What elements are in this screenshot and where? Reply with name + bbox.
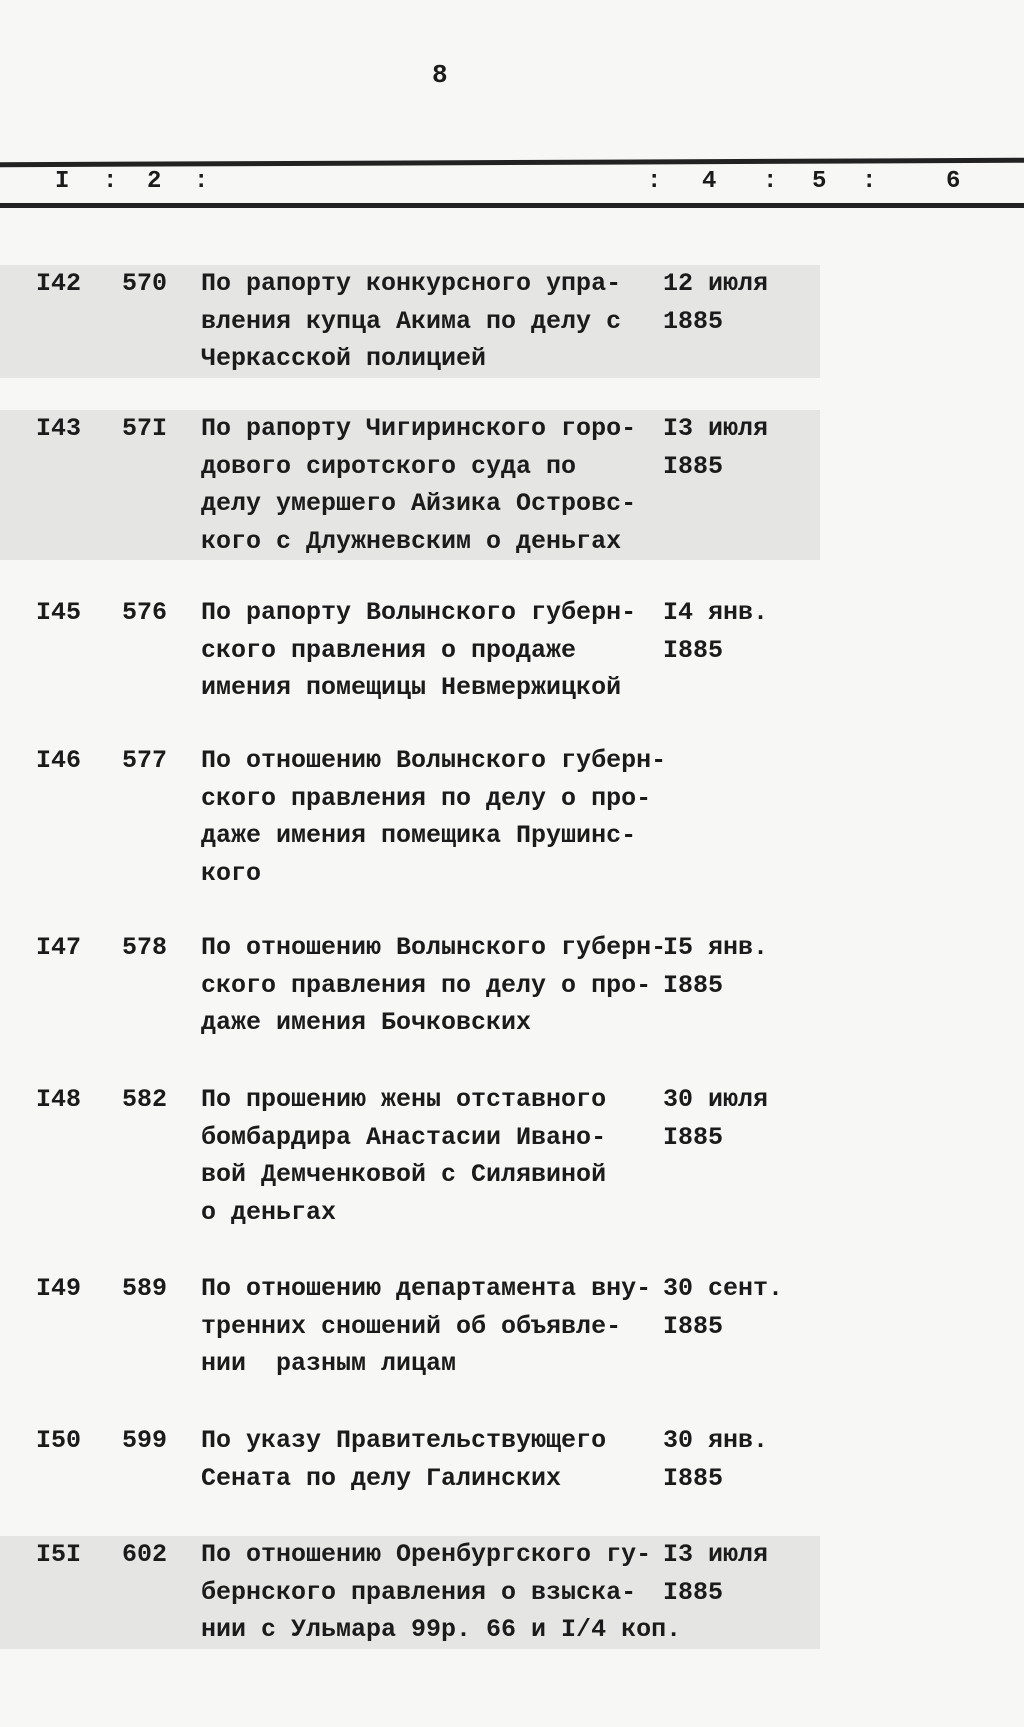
- description-line: бернского правления о взыска-: [201, 1577, 637, 1607]
- date-line: 12 июля: [663, 269, 769, 298]
- header-column-label: 5: [812, 168, 827, 195]
- entry-description: [201, 410, 636, 560]
- description-line: По прошению жены отставного: [201, 1085, 607, 1114]
- description-line: дового сиротского суда по: [201, 451, 577, 481]
- inventory-number: 57I: [122, 414, 168, 443]
- entry-description: [201, 1536, 681, 1649]
- entry-description: [201, 929, 666, 1042]
- header-column-label: I: [55, 168, 70, 195]
- inventory-number: 602: [122, 1540, 168, 1569]
- entry-date: [663, 1422, 768, 1497]
- entry-number: I49: [36, 1274, 82, 1303]
- description-line: нии с Ульмара 99р. 66 и I/4 коп.: [201, 1615, 682, 1644]
- entry-row: [0, 1422, 820, 1497]
- description-line: По рапорту конкурсного упра-: [201, 269, 622, 298]
- inventory-number: 578: [122, 933, 168, 962]
- description-line: По указу Правительствующего: [201, 1426, 607, 1455]
- header-column-label: 2: [147, 168, 162, 195]
- entry-number: I47: [36, 933, 82, 962]
- entry-date: [663, 1536, 768, 1611]
- date-line: I885: [663, 1463, 724, 1493]
- entry-date: [663, 594, 768, 669]
- header-column-label: :: [194, 168, 209, 195]
- date-line: I885: [663, 1122, 724, 1152]
- entry-number: I50: [36, 1426, 82, 1455]
- description-line: вой Демченковой с Силявиной: [201, 1160, 607, 1189]
- table-header-bottom-rule: [0, 203, 1024, 208]
- entry-number: I42: [36, 269, 82, 298]
- entry-date: [663, 265, 768, 340]
- description-line: даже имения Бочковских: [201, 1008, 532, 1037]
- description-line: Сената по делу Галинских: [201, 1463, 562, 1493]
- entry-row: [0, 742, 820, 892]
- description-line: нии разным лицам: [201, 1349, 457, 1378]
- entry-number: I45: [36, 598, 82, 627]
- entry-description: [201, 742, 666, 892]
- inventory-number: 599: [122, 1426, 168, 1455]
- entry-row: [0, 1081, 820, 1231]
- entry-number: I46: [36, 746, 82, 775]
- entry-description: [201, 594, 636, 707]
- inventory-number: 589: [122, 1274, 168, 1303]
- entry-description: [201, 1081, 606, 1231]
- description-line: кого с Длужневским о деньгах: [201, 526, 622, 556]
- entry-row: [0, 1270, 820, 1383]
- inventory-number: 577: [122, 746, 168, 775]
- date-line: I3 июля: [663, 1540, 769, 1569]
- description-line: По рапорту Волынского губерн-: [201, 598, 637, 627]
- inventory-number: 582: [122, 1085, 168, 1114]
- description-line: ского правления о продаже: [201, 635, 577, 665]
- entry-row: [0, 594, 820, 707]
- description-line: вления купца Акима по делу с: [201, 306, 622, 336]
- description-line: По рапорту Чигиринского горо-: [201, 414, 637, 443]
- description-line: ского правления по делу о про-: [201, 970, 652, 1000]
- entry-description: [201, 265, 621, 378]
- entry-description: [201, 1422, 606, 1497]
- date-line: I885: [663, 1577, 724, 1607]
- description-line: Черкасской полицией: [201, 344, 487, 373]
- description-line: тренних сношений об объявле-: [201, 1311, 622, 1341]
- date-line: I885: [663, 635, 724, 665]
- entry-description: [201, 1270, 651, 1383]
- entry-number: I43: [36, 414, 82, 443]
- inventory-number: 576: [122, 598, 168, 627]
- header-column-label: :: [763, 168, 778, 195]
- header-column-label: 4: [702, 168, 717, 195]
- date-line: 1885: [663, 306, 724, 336]
- date-line: 30 сент.: [663, 1274, 784, 1303]
- description-line: По отношению департамента вну-: [201, 1274, 652, 1303]
- date-line: I885: [663, 970, 724, 1000]
- date-line: I3 июля: [663, 414, 769, 443]
- entry-row: [0, 1536, 820, 1649]
- entry-date: [663, 929, 768, 1004]
- description-line: По отношению Волынского губерн-: [201, 933, 667, 962]
- header-column-label: :: [103, 168, 118, 195]
- entry-row: [0, 265, 820, 378]
- description-line: кого: [201, 858, 262, 888]
- date-line: 30 янв.: [663, 1426, 769, 1455]
- date-line: I5 янв.: [663, 933, 769, 962]
- description-line: ского правления по делу о про-: [201, 783, 652, 813]
- date-line: I885: [663, 451, 724, 481]
- date-line: I885: [663, 1311, 724, 1341]
- page-number: 8: [432, 60, 448, 90]
- description-line: даже имения помещика Прушинс-: [201, 821, 637, 850]
- description-line: о деньгах: [201, 1197, 337, 1227]
- entry-date: [663, 410, 768, 485]
- header-column-label: 6: [946, 168, 961, 195]
- description-line: бомбардира Анастасии Ивано-: [201, 1122, 607, 1152]
- description-line: По отношению Волынского губерн-: [201, 746, 667, 775]
- header-column-label: :: [647, 168, 662, 195]
- entry-number: I48: [36, 1085, 82, 1114]
- table-header-top-rule: [0, 158, 1024, 167]
- description-line: делу умершего Айзика Островс-: [201, 489, 637, 518]
- inventory-number: 570: [122, 269, 168, 298]
- entry-date: [663, 1081, 768, 1156]
- date-line: 30 июля: [663, 1085, 769, 1114]
- entry-row: [0, 929, 820, 1042]
- date-line: I4 янв.: [663, 598, 769, 627]
- entry-row: [0, 410, 820, 560]
- entry-date: [663, 1270, 783, 1345]
- header-column-label: :: [862, 168, 877, 195]
- description-line: имения помещицы Невмержицкой: [201, 673, 622, 702]
- description-line: По отношению Оренбургского гу-: [201, 1540, 652, 1569]
- entry-number: I5I: [36, 1540, 82, 1569]
